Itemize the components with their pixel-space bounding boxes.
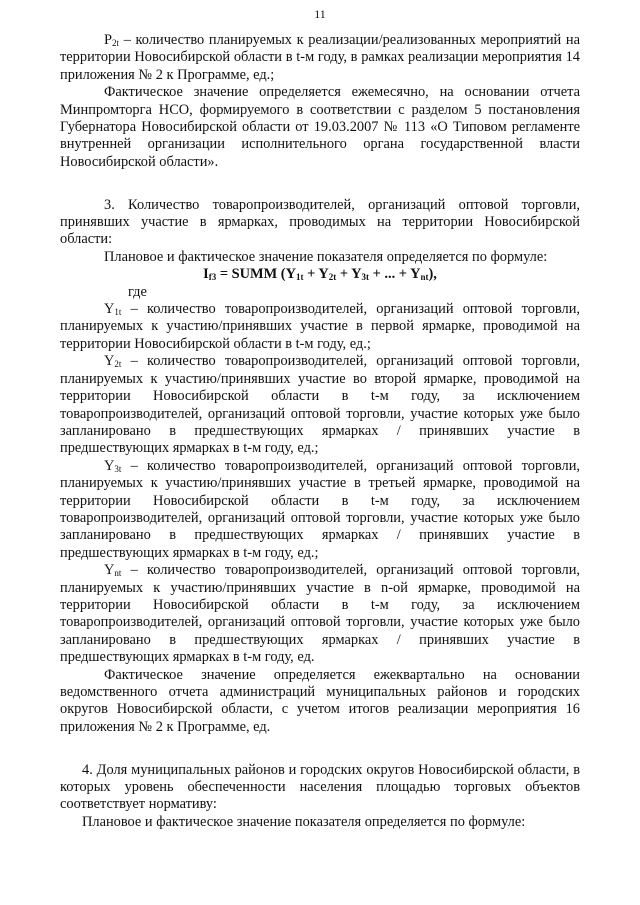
where-label: где (128, 283, 147, 300)
formula-intro: Плановое и фактическое значение показателя определяется по формуле: (104, 248, 548, 265)
page-number: 11 (314, 7, 326, 21)
paragraph-y1t-definition (60, 301, 580, 353)
paragraph-text: – количество товаропроизводителей, организаций оптовой торговли, планируемых к участию/принявших участие в третьей ярмарке, проводимой на территории Новосибирской области в t-м году, за исключением товаропроизводителей, организаций оптовой торговли, участие которых уже было запланировано в предшествующих ярмарках / принявших участие в предшествующих ярмарках в t-м году, ед.; (60, 457, 580, 561)
symbol-subscript: nt (114, 568, 122, 579)
symbol-y: Y (104, 353, 115, 370)
formula-if3 (60, 266, 580, 283)
formula-sub: 1t (295, 272, 304, 283)
symbol-y: Y (104, 301, 115, 318)
section-4-heading: 4. Доля муниципальных районов и городских округов Новосибирской области, в которых уровень обеспеченности населения площадью торговых объектов соответствует нормативу: (60, 761, 580, 813)
symbol-y: Y (104, 562, 115, 579)
formula-sub: 2t (328, 272, 337, 283)
formula-part: + Y (303, 266, 329, 283)
paragraph-y2t-definition (60, 353, 580, 457)
paragraph-ynt-definition (60, 562, 580, 666)
symbol-subscript: 3t (114, 463, 122, 474)
formula-lhs: I (203, 266, 209, 283)
symbol-subscript: 1t (114, 307, 122, 318)
paragraph-text: – количество товаропроизводителей, организаций оптовой торговли, планируемых к участию/принявших участие в первой ярмарке, проводимой на территории Новосибирской области в t-м году, ед.; (60, 301, 580, 352)
paragraph-text: – количество товаропроизводителей, организаций оптовой торговли, планируемых к участию/принявших участие в n-ой ярмарке, проводимой на территории Новосибирской области в t-м году, за исключением товаропроизводителей, организаций оптовой торговли, участие которых уже было запланировано в предшествующих ярмарках / принявших участие в предшествующих ярмарках в t-м году, ед. (60, 562, 580, 666)
formula-part: + ... + Y (369, 266, 421, 283)
formula-part: + Y (336, 266, 362, 283)
paragraph-fact-quarterly: Фактическое значение определяется ежеквартально на основании ведомственного отчета администраций муниципальных районов и городских округов Новосибирской области, с учетом итогов реализации мероприятия 16 приложения № 2 к Программе, ед. (60, 666, 580, 735)
paragraph-text: – количество планируемых к реализации/реализованных мероприятий на территории Новосибирской области в t-м году, в рамках реализации мероприятия 14 приложения № 2 к Программе, ед.; (60, 32, 580, 83)
paragraph-text: – количество товаропроизводителей, организаций оптовой торговли, планируемых к участию/принявших участие во второй ярмарке, проводимой на территории Новосибирской области в t-м году, за исключением товаропроизводителей, организаций оптовой торговли, участие которых уже было запланировано в предшествующих ярмарках / принявших участие в предшествующих ярмарках в t-м году, ед.; (60, 353, 580, 457)
paragraph-fact-monthly: Фактическое значение определяется ежемесячно, на основании отчета Минпромторга НСО, формируемого в соответствии с разделом 5 постановления Губернатора Новосибирской области от 19.03.2007 № 113 «О Типовом регламенте внутренней организации исполнительного органа государственной власти Новосибирской области». (60, 84, 580, 170)
symbol-y: Y (104, 457, 115, 474)
formula-intro-2: Плановое и фактическое значение показателя определяется по формуле: (82, 813, 526, 830)
formula-sub: nt (420, 272, 429, 283)
symbol-p: P (104, 32, 113, 48)
document-body (60, 32, 580, 831)
formula-part: = SUMM (Y (216, 266, 296, 283)
formula-sub: 3t (361, 272, 370, 283)
paragraph-p2t-definition (60, 32, 580, 84)
formula-part: ), (428, 266, 437, 283)
symbol-subscript: 2t (114, 359, 122, 370)
formula-lhs-sub: f3 (208, 272, 217, 283)
paragraph-y3t-definition (60, 458, 580, 562)
symbol-subscript: 2t (112, 38, 120, 48)
section-3-heading: 3. Количество товаропроизводителей, организаций оптовой торговли, принявших участие в ярмарках, проводимых на территории Новосибирской области: (60, 196, 580, 248)
